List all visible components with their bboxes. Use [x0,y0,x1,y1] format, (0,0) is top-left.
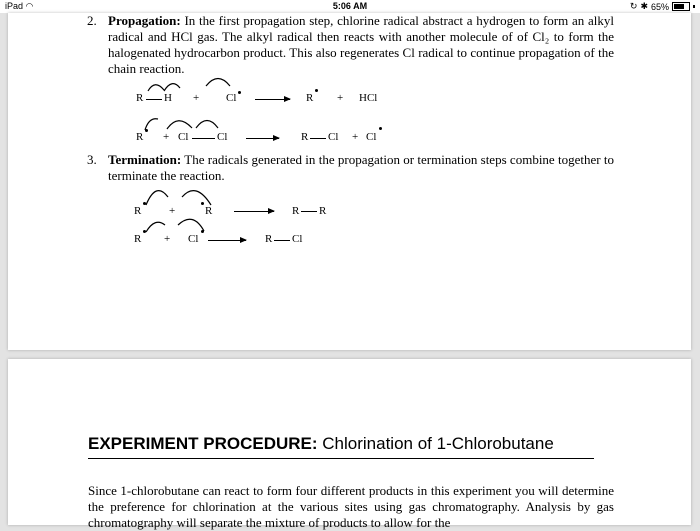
status-right [630,1,695,12]
scheme4-reaction-arrow [208,240,246,241]
wifi-icon: ◠ [25,1,34,11]
scheme3-product-r1: R [292,205,300,217]
scheme4-arrows [8,13,691,350]
procedure-heading-bold: EXPERIMENT PROCEDURE: [88,434,318,453]
scheme4-plus: + [164,233,171,245]
termination-number: 3. [87,152,97,167]
heading-underline [88,458,594,459]
scheme4-cl-radical-dot [201,230,204,233]
scheme2-plus2: + [352,131,359,143]
document-page-1[interactable] [8,13,691,350]
propagation-number: 2. [87,13,97,28]
device-name: iPad [5,1,24,11]
rotation-lock-icon: ↻ [629,1,638,11]
scheme1-plus2: + [337,92,344,104]
scheme1-hcl: HCl [359,92,378,104]
termination-title: Termination: [108,152,182,167]
propagation-title: Propagation: [108,13,181,28]
scheme2-r: R [136,131,144,143]
scheme2-product-r: R [301,131,309,143]
status-bar [0,0,700,13]
scheme1-cl: Cl [226,92,237,104]
scheme1-plus1: + [193,92,200,104]
battery-tip [693,5,695,8]
scheme4-rcl-bond [274,240,290,241]
scheme4-product-r: R [265,233,273,245]
scheme4-cl: Cl [188,233,199,245]
procedure-paragraph: Since 1-chlorobutane can react to form four different products in this experiment you will determine the preference for chlorination at the various sites using gas chromatography. Analysis by gas chromatography will separate the mixture of products to allow for the [88,483,614,530]
status-time: 5:06 AM [332,1,368,11]
scheme4-r: R [134,233,142,245]
scheme2-product-cl: Cl [328,131,339,143]
scheme1-h: H [164,92,172,104]
procedure-heading-title: Chlorination of 1-Chlorobutane [322,434,554,453]
scheme1-product-r: R [306,92,314,104]
scheme3-r2: R [205,205,213,217]
scheme2-plus1: + [163,131,170,143]
procedure-heading [88,434,554,454]
scheme2-cl-radical: Cl [366,131,377,143]
scheme2-cl2: Cl [217,131,228,143]
scheme3-product-r2: R [319,205,327,217]
termination-text: The radicals generated in the propagation or termination steps combine together to terminate the reaction. [108,152,614,183]
scheme4-product-cl: Cl [292,233,303,245]
propagation-text: In the first propagation step, chlorine radical abstract a hydrogen to form an alkyl radical and HCl gas. The alkyl radical then reacts with another molecule of of Cl₂ to form the halogenated hydrocarbon product. This also regenerates Cl radical to continue propagation of the chain reaction. [108,13,615,76]
battery-icon [672,2,690,11]
scheme3-plus: + [169,205,176,217]
battery-percent: 65% [650,1,669,12]
scheme4-r-radical-dot [143,230,146,233]
scheme2-cl1: Cl [178,131,189,143]
bluetooth-icon: ✱ [640,1,648,11]
document-page-2[interactable] [8,359,691,530]
scheme3-r1: R [134,205,142,217]
scheme1-r: R [136,92,144,104]
